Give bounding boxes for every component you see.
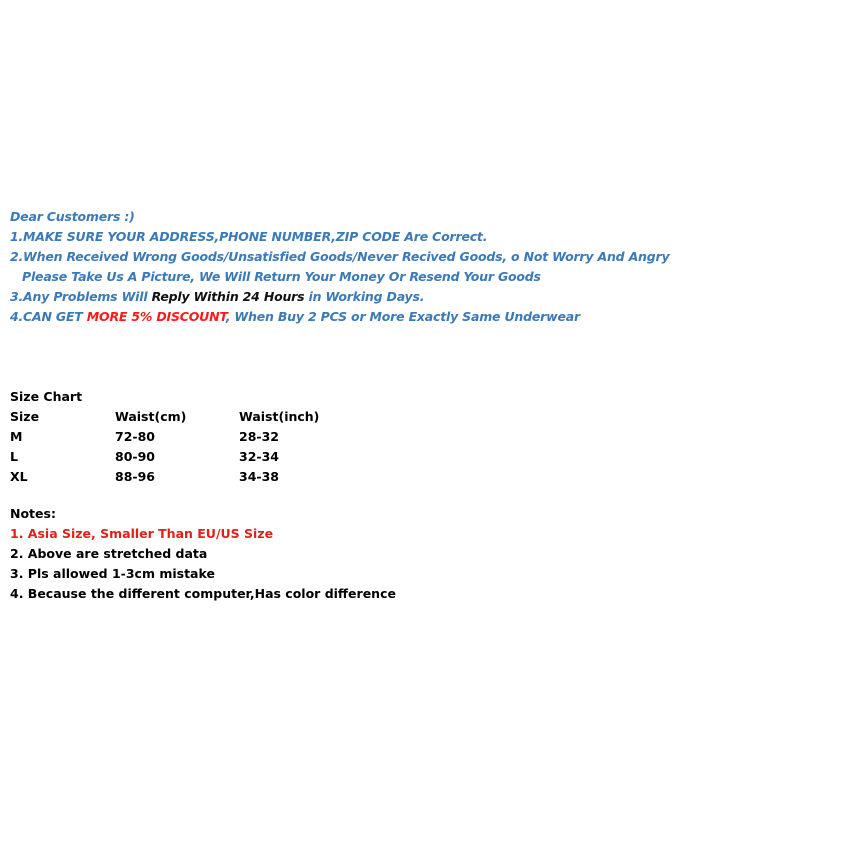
size-label: XL [10, 469, 28, 484]
header-waist-inch: Waist(inch) [239, 409, 320, 424]
notice-line-4-end: , When Buy 2 PCS or More Exactly Same Underwear [225, 309, 580, 324]
customer-notice [10, 207, 669, 327]
notice-line-4 [10, 307, 669, 327]
note-item-3: 3. Pls allowed 1-3cm mistake [10, 566, 215, 581]
waist-inch-value: 32-34 [239, 449, 279, 464]
size-label: M [10, 429, 23, 444]
note-item-4: 4. Because the different computer,Has color difference [10, 586, 396, 601]
notice-line-3-end: in Working Days. [304, 289, 425, 304]
waist-inch-value: 28-32 [239, 429, 279, 444]
note-item-2: 2. Above are stretched data [10, 546, 208, 561]
size-chart-title: Size Chart [10, 389, 83, 404]
notes-section [10, 504, 396, 604]
notice-line-2: 2.When Received Wrong Goods/Unsatisfied Goods/Never Recived Goods, o Not Worry And Angry [10, 249, 670, 264]
header-waist-cm: Waist(cm) [115, 409, 187, 424]
waist-inch-value: 34-38 [239, 469, 279, 484]
notes-title: Notes: [10, 506, 56, 521]
size-label: L [10, 449, 18, 464]
notice-line-2-continued: Please Take Us A Picture, We Will Return Your Money Or Resend Your Goods [22, 269, 541, 284]
waist-cm-value: 80-90 [115, 449, 155, 464]
notice-line-4-start: 4.CAN GET [10, 309, 87, 324]
notice-line-4-discount: MORE 5% DISCOUNT [86, 309, 226, 324]
notice-greeting: Dear Customers :) [10, 209, 135, 224]
waist-cm-value: 88-96 [115, 469, 155, 484]
note-item-1: 1. Asia Size, Smaller Than EU/US Size [10, 526, 274, 541]
notice-line-3 [10, 287, 669, 307]
header-size: Size [10, 409, 40, 424]
notice-line-3-start: 3.Any Problems Will [10, 289, 152, 304]
notice-line-1: 1.MAKE SURE YOUR ADDRESS,PHONE NUMBER,ZIP CODE Are Correct. [10, 229, 488, 244]
notice-line-3-emphasis: Reply Within 24 Hours [151, 289, 305, 304]
waist-cm-value: 72-80 [115, 429, 155, 444]
